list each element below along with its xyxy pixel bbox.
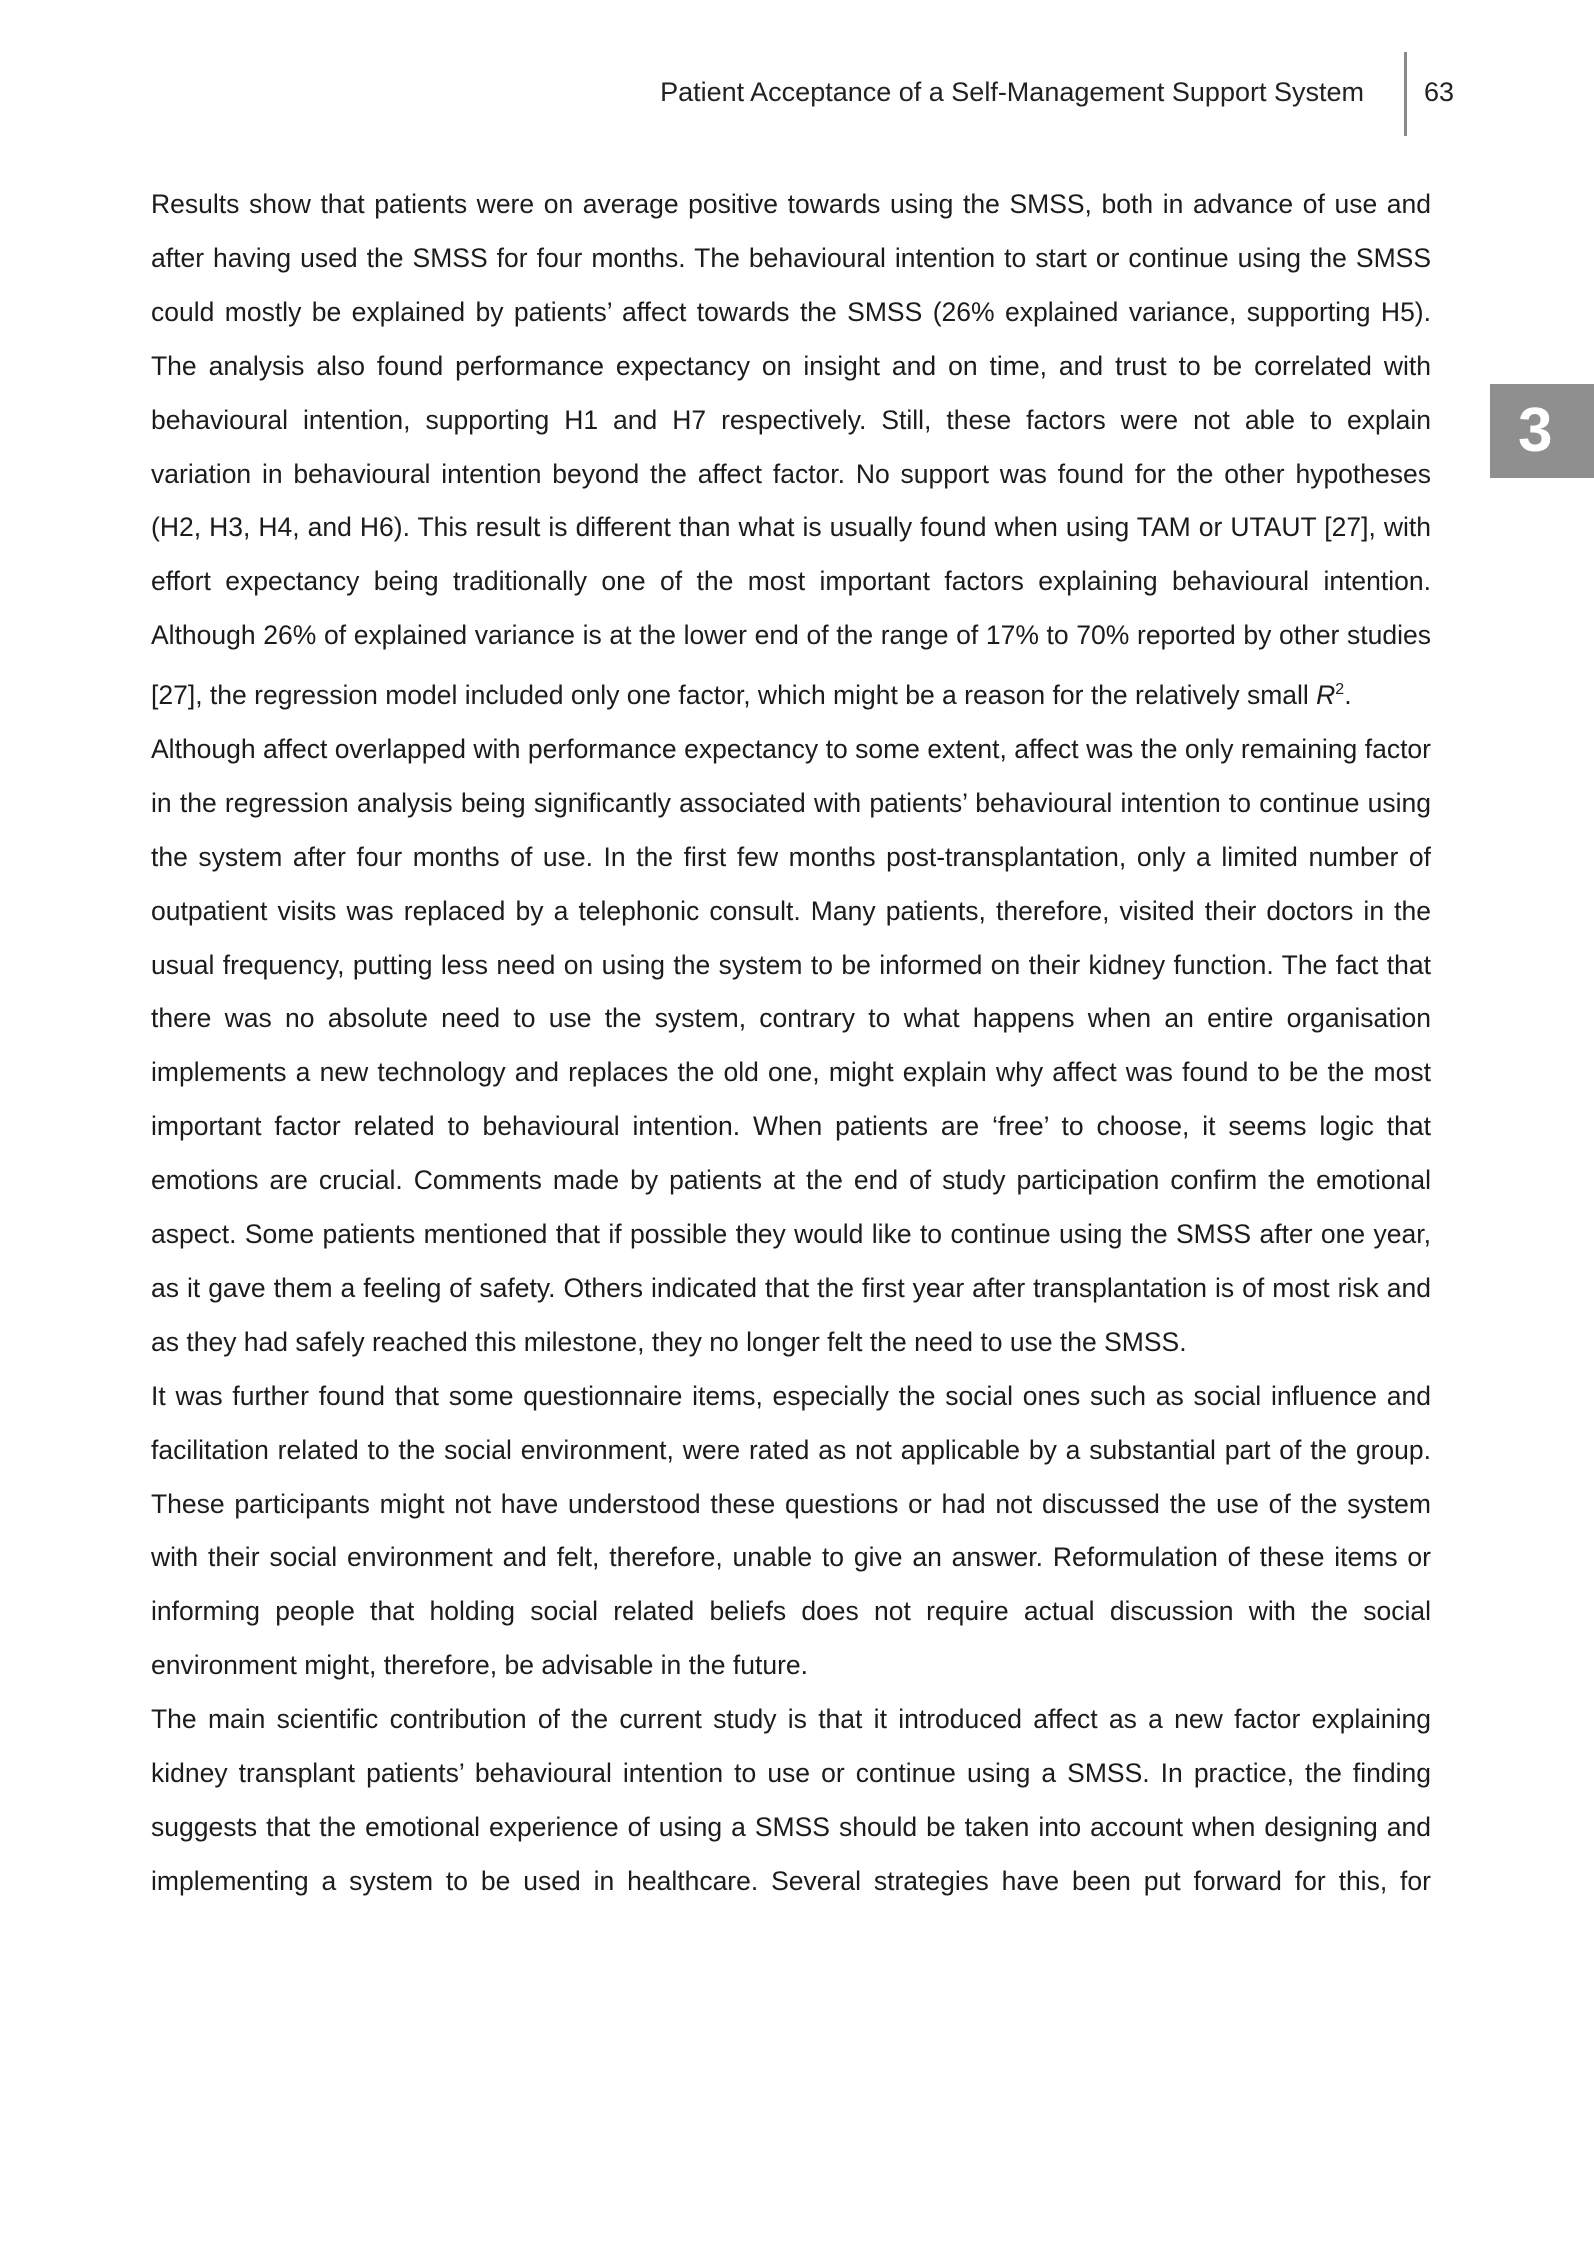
header-divider	[1404, 52, 1407, 136]
r-squared-symbol: R	[1316, 679, 1336, 710]
paragraph-results	[151, 178, 1431, 723]
paragraph-affect: Although affect overlapped with performance expectancy to some extent, affect was the only remaining factor in the regression analysis being significantly associated with patients’ behavioural intention to continue using the system after four months of use. In the first few months post-transplantation, only a limited number of outpatient visits was replaced by a telephonic consult. Many patients, therefore, visited their doctors in the usual frequency, putting less need on using the system to be informed on their kidney function. The fact that there was no absolute need to use the system, contrary to what happens when an entire organisation implements a new technology and replaces the old one, might explain why affect was found to be the most important factor related to behavioural intention. When patients are ‘free’ to choose, it seems logic that emotions are crucial. Comments made by patients at the end of study participation confirm the emotional aspect. Some patients mentioned that if possible they would like to continue using the SMSS after one year, as it gave them a feeling of safety. Others indicated that the first year after transplantation is of most risk and as they had safely reached this milestone, they no longer felt the need to use the SMSS.	[151, 733, 1431, 1357]
running-header-title: Patient Acceptance of a Self-Management Support System	[660, 77, 1364, 107]
paragraph-questionnaire: It was further found that some questionnaire items, especially the social ones such as social influence and facilitation related to the social environment, were rated as not applicable by a substantial part of the group. These participants might not have understood these questions or had not discussed the use of the system with their social environment and felt, therefore, unable to give an answer. Reformulation of these items or informing people that holding social related beliefs does not require actual discussion with the social environment might, therefore, be advisable in the future.	[151, 1380, 1431, 1681]
body-text	[151, 178, 1431, 1963]
r-squared-exponent: 2	[1335, 681, 1345, 699]
paragraph-results-text: Results show that patients were on average positive towards using the SMSS, both in advance of use and after having used the SMSS for four months. The behavioural intention to start or continue using the SMSS could mostly be explained by patients’ affect towards the SMSS (26% explained variance, supporting H5). The analysis also found performance expectancy on insight and on time, and trust to be correlated with behavioural intention, supporting H1 and H7 respectively. Still, these factors were not able to explain variation in behavioural intention beyond the affect factor. No support was found for the other hypotheses (H2, H3, H4, and H6). This result is different than what is usually found when using TAM or UTAUT [27], with effort expectancy being traditionally one of the most important factors explaining behavioural intention. Although 26% of explained variance is at the lower end of the range of 17% to 70% reported by other studies [27], the regression model included only one factor, which might be a reason for the relatively small	[151, 189, 1431, 710]
paragraph-contribution	[151, 1693, 1431, 1963]
paragraph-results-end: .	[1344, 679, 1352, 710]
paragraph-contribution-text: The main scientific contribution of the current study is that it introduced affect as a new factor explaining kidney transplant patients’ behavioural intention to use or continue using a SMSS. In practice, the finding suggests that the emotional experience of using a SMSS should be taken into account when designing and implementing a system to be used in healthcare. Several strategies have been put forward for this, for	[151, 1704, 1431, 1896]
page-number: 63	[1424, 77, 1455, 107]
chapter-tab: 3	[1490, 384, 1594, 478]
